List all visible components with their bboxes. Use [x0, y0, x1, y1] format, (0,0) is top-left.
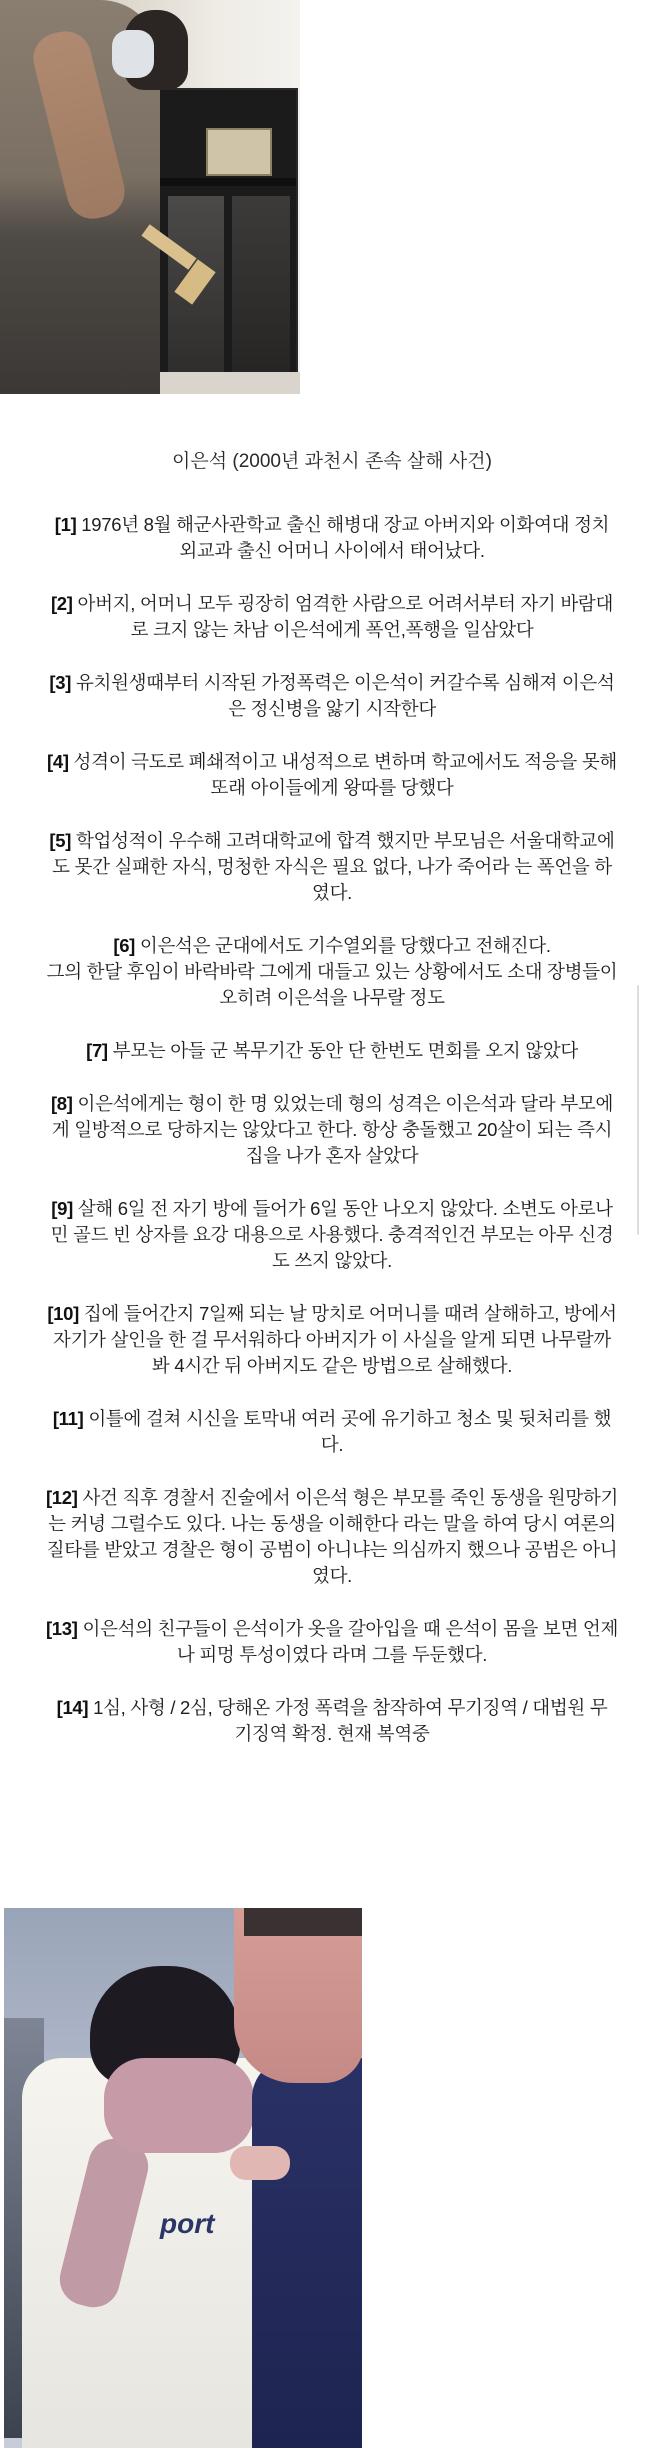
article-item-text: 게 일방적으로 당하지는 않았다고 한다. 항상 충돌했고 20살이 되는 즉시: [51, 1119, 613, 1140]
article-item-number: [8]: [50, 1093, 73, 1114]
article-item-line: [14, 1222, 650, 1248]
photo-officer-body: [252, 2058, 362, 2448]
article-item-text: 또래 아이들에게 왕따를 당했다: [210, 777, 454, 798]
article-item-text: 부모는 아들 군 복무기간 동안 단 한번도 면회를 오지 않았다: [112, 1040, 578, 1061]
article-title: 이은석 (2000년 과천시 존속 살해 사건): [172, 451, 492, 472]
article-item-line: [14, 1143, 650, 1169]
article-item-text: 이틀에 걸쳐 시신을 토막내 여러 곳에 유기하고 청소 및 뒷처리를 했: [88, 1408, 612, 1429]
article-item: [0, 933, 664, 1011]
article-item-text: 사건 직후 경찰서 진술에서 이은석 형은 부모를 죽인 동생을 원망하기: [82, 1487, 619, 1508]
article-item-number: [1]: [54, 514, 77, 535]
article-item-line: [14, 1432, 650, 1458]
article-item-text: 자기가 살인을 한 걸 무서워하다 아버지가 이 사실을 알게 되면 나무랄까: [53, 1329, 611, 1350]
article-item: [0, 1196, 664, 1274]
article-item-text: 였다.: [312, 1565, 352, 1586]
article-item-text: 1976년 8월 해군사관학교 출신 해병대 장교 아버지와 이화여대 정치: [81, 514, 610, 535]
article-item-text: 이은석의 친구들이 은석이가 옷을 갈아입을 때 은석이 몸을 보면 언제: [82, 1618, 619, 1639]
article-item-number: [11]: [52, 1408, 84, 1429]
article-item-text: 1심, 사형 / 2심, 당해온 가정 폭력을 참작하여 무기징역 / 대법원 무: [93, 1697, 608, 1718]
article-item-text: 아버지, 어머니 모두 굉장히 엄격한 사람으로 어려서부터 자기 바람대: [77, 593, 614, 614]
article-item: [0, 591, 664, 643]
article-item: [0, 1091, 664, 1169]
article-items: [0, 512, 664, 1747]
photo-hands-covering-face: [104, 2058, 254, 2153]
article-item-line: [14, 854, 650, 880]
photo-shirt-logo: port: [160, 2208, 215, 2239]
article: [0, 448, 664, 1774]
article-item-number: [4]: [46, 751, 69, 772]
article-item-line: [14, 1327, 650, 1353]
article-item-line: [14, 696, 650, 722]
photo-picture-frame: [206, 128, 272, 176]
article-item-number: [6]: [113, 935, 136, 956]
article-item-line: [14, 959, 650, 985]
article-item-text: 나 피멍 투성이였다 라며 그를 두둔했다.: [176, 1644, 488, 1665]
article-item-number: [9]: [51, 1198, 73, 1219]
article-item: [0, 1038, 664, 1064]
article-item-line: [14, 1117, 650, 1143]
article-item: [0, 1301, 664, 1379]
article-item-line: [14, 1563, 650, 1589]
article-item-text: 성격이 극도로 폐쇄적이고 내성적으로 변하며 학교에서도 적응을 못해: [73, 751, 617, 772]
article-item-line: [14, 1301, 650, 1327]
article-item-text: 유치원생때부터 시작된 가정폭력은 이은석이 커갈수록 심해져 이은석: [75, 672, 615, 693]
article-item-text: 집에 들어간지 7일째 되는 날 망치로 어머니를 때려 살해하고, 방에서: [83, 1303, 617, 1324]
bottom-photo: [4, 1908, 362, 2448]
article-item-text: 학업성적이 우수해 고려대학교에 합격 했지만 부모님은 서울대학교에: [75, 830, 615, 851]
article-item-line: [14, 880, 650, 906]
article-item-number: [2]: [50, 593, 73, 614]
article-item-text: 는 커녕 그럴수도 있다. 나는 동생을 이해한다 라는 말을 하여 당시 여론의: [48, 1513, 616, 1534]
article-item-number: [3]: [49, 672, 72, 693]
photo-officer-hand: [230, 2146, 290, 2180]
photo-cabinet-shelf: [154, 178, 296, 186]
article-item: [0, 1406, 664, 1458]
article-item-line: [14, 1038, 650, 1064]
photo-face-mask: [112, 30, 154, 78]
article-item-line: [14, 1485, 650, 1511]
article-item-number: [14]: [56, 1697, 89, 1718]
article-item-line: [14, 1616, 650, 1642]
photo-officer-hair: [244, 1908, 362, 1936]
article-item-line: [14, 1642, 650, 1668]
top-photo: [0, 0, 300, 394]
article-item-line: [14, 1353, 650, 1379]
article-item: [0, 1485, 664, 1589]
article-item-line: [14, 1196, 650, 1222]
article-item-line: [14, 1695, 650, 1721]
article-item-text: 였다.: [312, 882, 352, 903]
article-item-text: 도 못간 실패한 자식, 멍청한 자식은 필요 없다, 나가 죽어라 는 폭언을 하: [52, 856, 612, 877]
article-item-number: [12]: [45, 1487, 78, 1508]
article-item-line: [14, 828, 650, 854]
article-item-text: 기징역 확정. 현재 복역중: [234, 1723, 430, 1744]
article-item-text: 이은석은 군대에서도 기수열외를 당했다고 전해진다.: [139, 935, 551, 956]
article-item-number: [7]: [86, 1040, 108, 1061]
article-item-text: 도 쓰지 않았다.: [272, 1250, 392, 1271]
article-item-line: [14, 617, 650, 643]
article-item-text: 민 골드 빈 상자를 요강 대용으로 사용했다. 충격적인건 부모는 아무 신경: [50, 1224, 614, 1245]
article-item-text: 외교과 출신 어머니 사이에서 태어났다.: [179, 540, 485, 561]
article-item: [0, 1695, 664, 1747]
article-item-text: 봐 4시간 뒤 아버지도 같은 방법으로 살해했다.: [151, 1355, 513, 1376]
article-item-line: [14, 775, 650, 801]
article-item-line: [14, 1091, 650, 1117]
article-item-line: [14, 1511, 650, 1537]
article-item-text: 질타를 받았고 경찰은 형이 공범이 아니냐는 의심까지 했으나 공범은 아니: [46, 1539, 618, 1560]
article-item-line: [14, 1721, 650, 1747]
article-item-line: [14, 670, 650, 696]
article-item-text: 집을 나가 혼자 살았다: [245, 1145, 419, 1166]
article-item-line: [14, 538, 650, 564]
article-item-line: [14, 512, 650, 538]
article-item-number: [5]: [49, 830, 72, 851]
article-item-text: 로 크지 않는 차남 이은석에게 폭언,폭행을 일삼았다: [130, 619, 534, 640]
article-item-line: [14, 1537, 650, 1563]
article-item-line: [14, 1406, 650, 1432]
article-item: [0, 512, 664, 564]
article-item-line: [14, 1248, 650, 1274]
article-item-number: [10]: [47, 1303, 80, 1324]
article-item-text: 그의 한달 후임이 바락바락 그에게 대들고 있는 상황에서도 소대 장병들이: [46, 961, 618, 982]
photo-cabinet-door-right: [232, 196, 290, 376]
article-item-line: [14, 591, 650, 617]
article-item-text: 이은석에게는 형이 한 명 있었는데 형의 성격은 이은석과 달라 부모에: [77, 1093, 614, 1114]
article-item-line: [14, 985, 650, 1011]
article-item: [0, 828, 664, 906]
article-item-text: 오히려 이은석을 나무랄 정도: [219, 987, 445, 1008]
side-scroll-rule: [637, 985, 639, 1235]
article-item-number: [13]: [45, 1618, 78, 1639]
article-item: [0, 749, 664, 801]
article-item-line: [14, 749, 650, 775]
article-item-text: 살해 6일 전 자기 방에 들어가 6일 동안 나오지 않았다. 소변도 아로나: [77, 1198, 613, 1219]
article-item-text: 다.: [320, 1434, 344, 1455]
article-item: [0, 1616, 664, 1668]
article-item: [0, 670, 664, 722]
article-item-line: [14, 933, 650, 959]
article-item-text: 은 정신병을 앓기 시작한다: [228, 698, 436, 719]
